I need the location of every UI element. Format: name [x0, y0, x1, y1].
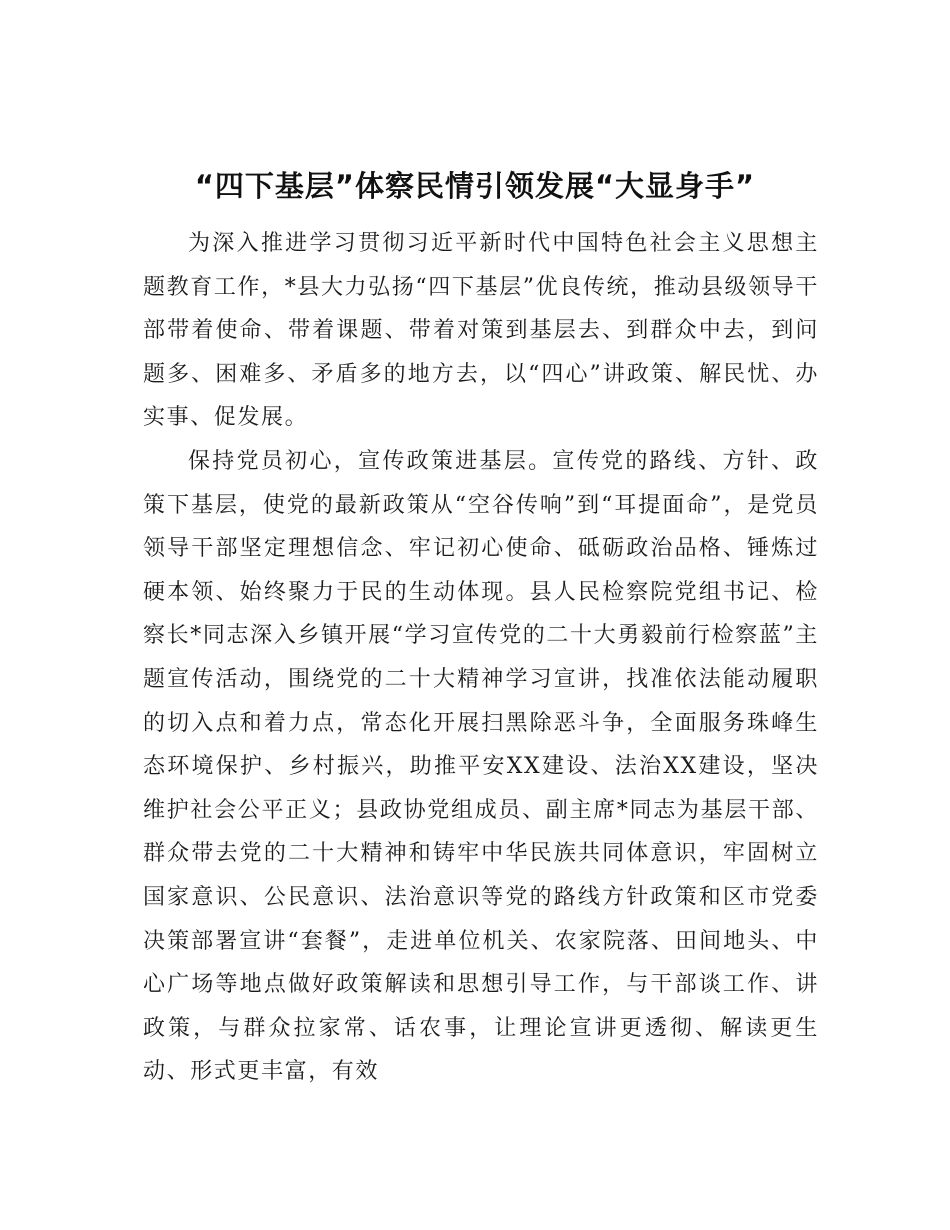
document-title: “四下基层”体察民情引领发展“大显身手”	[194, 169, 756, 203]
paragraph-intro: 为深入推进学习贯彻习近平新时代中国特色社会主义思想主题教育工作，*县大力弘扬“四下基层”优良传统，推动县级领导干部带着使命、带着课题、带着对策到基层去、到群众中去，到问题多、困难多、矛盾多的地方去，以“四心”讲政策、解民忧、办实事、促发展。	[143, 231, 819, 431]
paragraph-policy-publicity: 保持党员初心，宣传政策进基层。宣传党的路线、方针、政策下基层，使党的最新政策从“空谷传响”到“耳提面命”，是党员领导干部坚定理想信念、牢记初心使命、砥砺政治品格、锤炼过硬本领、始终聚力于民的生动体现。县人民检察院党组书记、检察长*同志深入乡镇开展“学习宣传党的二十大勇毅前行检察蓝”主题宣传活动，围绕党的二十大精神学习宣讲，找准依法能动履职的切入点和着力点，常态化开展扫黑除恶斗争，全面服务珠峰生态环境保护、乡村振兴，助推平安XX建设、法治XX建设，坚决维护社会公平正义；县政协党组成员、副主席*同志为基层干部、群众带去党的二十大精神和铸牢中华民族共同体意识，牢固树立国家意识、公民意识、法治意识等党的路线方针政策和区市党委决策部署宣讲“套餐”，走进单位机关、农家院落、田间地头、中心广场等地点做好政策解读和思想引导工作，与干部谈工作、讲政策，与群众拉家常、话农事，让理论宣讲更透彻、解读更生动、形式更丰富，有效	[143, 449, 819, 1085]
